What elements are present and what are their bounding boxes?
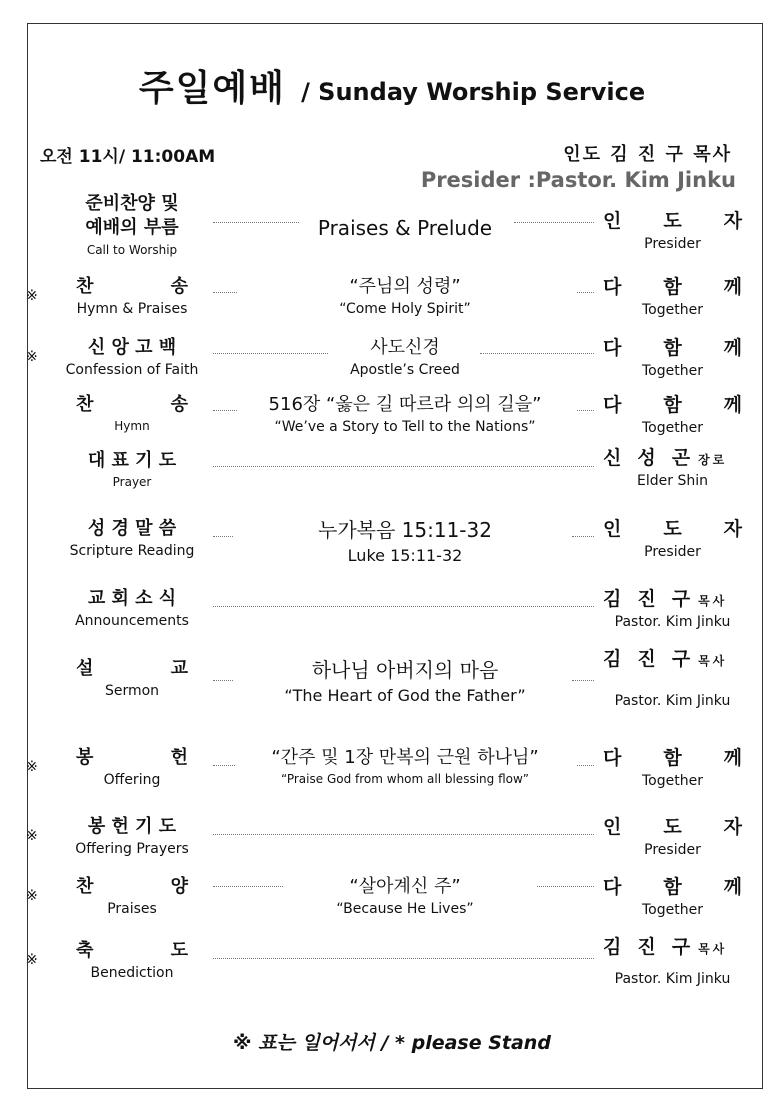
dotted-leader xyxy=(213,834,594,835)
item-label-en: Sermon xyxy=(104,683,160,699)
presider-en: Pastor. Kim Jinku xyxy=(614,693,731,709)
item-presider xyxy=(600,872,745,918)
item-label-en: Offering xyxy=(103,772,161,788)
item-label-en: Benediction xyxy=(90,965,174,981)
presider-ko: 신 성 곤 장로 xyxy=(603,447,728,469)
dotted-leader xyxy=(213,958,594,959)
presider-ko: 다 함 께 xyxy=(603,276,742,298)
presider-ko: 다 함 께 xyxy=(603,337,742,359)
item-content-ko: 사도신경 xyxy=(370,337,440,358)
presider-en: Presider xyxy=(644,236,701,252)
item-label-en: Hymn & Praises xyxy=(76,301,188,317)
item-label xyxy=(62,654,202,699)
item-content xyxy=(225,654,585,705)
item-presider xyxy=(600,333,745,379)
item-label xyxy=(62,514,202,559)
item-label-en: Praises xyxy=(107,901,157,917)
item-label xyxy=(62,936,202,981)
presider-title: 장로 xyxy=(698,453,728,467)
item-label-ko: 찬 송 xyxy=(76,276,188,297)
item-label xyxy=(62,584,202,629)
item-content-ko: “주님의 성령” xyxy=(349,276,461,297)
item-presider xyxy=(600,644,745,709)
item-content-en: “Come Holy Spirit” xyxy=(339,301,471,317)
item-label-ko: 교 회 소 식 xyxy=(87,588,177,609)
item-content-ko: Praises & Prelude xyxy=(317,216,493,240)
item-content xyxy=(225,216,585,240)
item-presider xyxy=(600,443,745,489)
presider-ko: 다 함 께 xyxy=(603,394,742,416)
item-content-en: “Because He Lives” xyxy=(336,901,474,917)
leader-english: Presider :Pastor. Kim Jinku xyxy=(420,168,736,192)
item-content xyxy=(225,272,585,317)
dotted-leader xyxy=(213,466,594,467)
item-label-en: Scripture Reading xyxy=(69,543,195,559)
presider-title: 목사 xyxy=(698,942,728,956)
item-content-en: “We’ve a Story to Tell to the Nations” xyxy=(274,419,536,435)
item-content-en: Luke 15:11-32 xyxy=(347,546,463,565)
presider-ko: 다 함 께 xyxy=(603,747,742,769)
item-content-ko: “간주 및 1장 만복의 근원 하나님” xyxy=(271,747,539,768)
title-korean: 주일예배 xyxy=(138,68,286,109)
presider-ko: 인 도 자 xyxy=(603,816,742,838)
item-label xyxy=(62,333,202,378)
item-content-en: “Praise God from whom all blessing flow” xyxy=(281,772,529,786)
page-title xyxy=(0,60,784,111)
presider-en: Presider xyxy=(644,842,701,858)
stand-mark: ※ xyxy=(26,888,38,904)
presider-en: Together xyxy=(642,420,703,436)
item-content xyxy=(225,514,585,565)
item-presider xyxy=(600,932,745,987)
stand-mark: ※ xyxy=(26,288,38,304)
presider-en: Together xyxy=(642,773,703,789)
item-label xyxy=(62,446,202,489)
presider-en: Together xyxy=(642,902,703,918)
item-label xyxy=(62,743,202,788)
presider-en: Pastor. Kim Jinku xyxy=(614,971,731,987)
item-label xyxy=(62,192,202,257)
presider-ko: 김 진 구 목사 xyxy=(603,588,728,610)
item-label-ko: 찬 송 xyxy=(76,394,188,415)
item-label xyxy=(62,272,202,317)
item-label-en: Offering Prayers xyxy=(75,841,189,857)
item-content-ko: 516장 “옳은 길 따르라 의의 길을” xyxy=(268,394,542,415)
item-label-ko: 봉 헌 xyxy=(76,747,188,768)
item-label-ko: 찬 양 xyxy=(76,876,188,897)
presider-ko: 인 도 자 xyxy=(603,210,742,232)
item-label xyxy=(62,812,202,857)
item-content-en: Apostle’s Creed xyxy=(350,362,460,378)
presider-title: 목사 xyxy=(698,594,728,608)
item-content-ko: “살아계신 주” xyxy=(349,876,461,897)
item-label-ko: 축 도 xyxy=(76,940,188,961)
item-presider xyxy=(600,206,745,252)
presider-en: Presider xyxy=(644,544,701,560)
item-content-en: “The Heart of God the Father” xyxy=(284,686,526,705)
dotted-leader xyxy=(213,606,594,607)
item-content xyxy=(225,390,585,435)
stand-mark: ※ xyxy=(26,349,38,365)
item-content xyxy=(225,872,585,917)
item-content xyxy=(225,333,585,378)
presider-ko: 다 함 께 xyxy=(603,876,742,898)
item-presider xyxy=(600,743,745,789)
service-time: 오전 11시/ 11:00AM xyxy=(40,147,216,167)
item-label-ko: 봉 헌 기 도 xyxy=(87,816,177,837)
presider-en: Together xyxy=(642,363,703,379)
stand-mark: ※ xyxy=(26,759,38,775)
item-presider xyxy=(600,272,745,318)
item-presider xyxy=(600,390,745,436)
item-presider xyxy=(600,514,745,560)
presider-ko: 인 도 자 xyxy=(603,518,742,540)
item-content xyxy=(225,743,585,786)
presider-ko: 김 진 구 목사 xyxy=(603,648,728,670)
item-label-ko: 대 표 기 도 xyxy=(87,450,177,471)
stand-note: ※ 표는 일어서서 / * please Stand xyxy=(233,1032,551,1054)
item-label-ko: 준비찬양 및 예배의 부름 xyxy=(85,193,179,238)
item-label-en: Confession of Faith xyxy=(65,362,199,378)
presider-en: Together xyxy=(642,302,703,318)
presider-en: Elder Shin xyxy=(637,473,708,489)
leader-korean: 인도 김 진 구 목사 xyxy=(563,144,732,165)
item-label-en: Prayer xyxy=(112,475,152,489)
item-label-ko: 성 경 말 씀 xyxy=(87,518,177,539)
presider-title: 목사 xyxy=(698,654,728,668)
presider-en: Pastor. Kim Jinku xyxy=(614,614,731,630)
item-presider xyxy=(600,584,745,630)
presider-ko: 김 진 구 목사 xyxy=(603,936,728,958)
stand-mark: ※ xyxy=(26,828,38,844)
title-english: / Sunday Worship Service xyxy=(301,78,646,106)
item-label-en: Call to Worship xyxy=(86,243,178,257)
item-label xyxy=(62,390,202,433)
item-label-ko: 설 교 xyxy=(76,658,188,679)
item-content-ko: 누가복음 15:11-32 xyxy=(318,518,492,542)
item-presider xyxy=(600,812,745,858)
item-label xyxy=(62,872,202,917)
item-label-en: Hymn xyxy=(114,419,150,433)
stand-mark: ※ xyxy=(26,952,38,968)
item-label-ko: 신 앙 고 백 xyxy=(87,337,177,358)
item-content-ko: 하나님 아버지의 마음 xyxy=(311,658,499,682)
item-label-en: Announcements xyxy=(75,613,189,629)
